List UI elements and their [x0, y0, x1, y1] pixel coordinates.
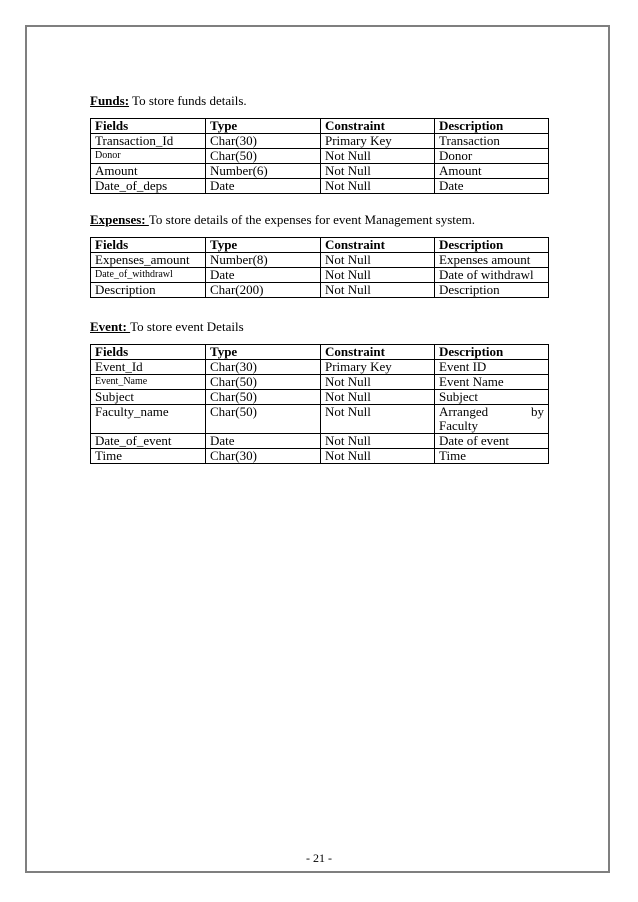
header-description: Description — [435, 345, 549, 360]
page-number: - 21 - — [306, 851, 332, 865]
cell-type: Char(50) — [206, 149, 321, 164]
cell-description: Event Name — [435, 375, 549, 390]
expenses-title: Expenses: — [90, 212, 149, 227]
event-table — [90, 344, 549, 464]
cell-type: Date — [206, 179, 321, 194]
header-fields: Fields — [91, 119, 206, 134]
table-row — [91, 434, 549, 449]
expenses-description: To store details of the expenses for event Management system. — [148, 212, 476, 227]
funds-table — [90, 118, 549, 194]
funds-title: Funds: — [90, 93, 130, 108]
header-type: Type — [206, 345, 321, 360]
table-row — [91, 253, 549, 268]
cell-type: Char(50) — [206, 375, 321, 390]
cell-field: Transaction_Id — [91, 134, 206, 149]
table-row — [91, 390, 549, 405]
header-constraint: Constraint — [321, 345, 435, 360]
cell-description: Date of event — [435, 434, 549, 449]
cell-field: Expenses_amount — [91, 253, 206, 268]
cell-type: Char(50) — [206, 390, 321, 405]
header-constraint: Constraint — [321, 238, 435, 253]
cell-constraint: Not Null — [321, 405, 435, 434]
cell-constraint: Not Null — [321, 179, 435, 194]
event-title: Event: — [90, 319, 131, 334]
cell-type: Char(50) — [206, 405, 321, 434]
cell-constraint: Not Null — [321, 375, 435, 390]
cell-field: Amount — [91, 164, 206, 179]
table-header-row — [91, 238, 549, 253]
justified-line — [439, 405, 544, 419]
cell-constraint: Not Null — [321, 149, 435, 164]
cell-field: Date_of_withdrawl — [91, 268, 206, 283]
event-heading — [90, 319, 550, 335]
cell-description: Donor — [435, 149, 549, 164]
table-row — [91, 405, 549, 434]
cell-field: Event_Name — [91, 375, 206, 390]
cell-description: Description — [435, 283, 549, 298]
cell-description: Amount — [435, 164, 549, 179]
cell-type: Number(6) — [206, 164, 321, 179]
cell-type: Char(30) — [206, 449, 321, 464]
cell-constraint: Not Null — [321, 268, 435, 283]
desc-word: Arranged — [439, 404, 489, 419]
cell-constraint: Not Null — [321, 434, 435, 449]
table-row — [91, 164, 549, 179]
header-type: Type — [206, 119, 321, 134]
funds-heading — [90, 93, 550, 109]
cell-description: Transaction — [435, 134, 549, 149]
table-row — [91, 360, 549, 375]
cell-field: Date_of_deps — [91, 179, 206, 194]
cell-type: Char(30) — [206, 360, 321, 375]
cell-constraint: Not Null — [321, 449, 435, 464]
cell-field: Donor — [91, 149, 206, 164]
cell-description — [435, 405, 549, 434]
cell-constraint: Primary Key — [321, 134, 435, 149]
cell-type: Char(200) — [206, 283, 321, 298]
header-type: Type — [206, 238, 321, 253]
cell-description: Time — [435, 449, 549, 464]
cell-type: Char(30) — [206, 134, 321, 149]
cell-type: Date — [206, 268, 321, 283]
cell-field: Faculty_name — [91, 405, 206, 434]
cell-type: Date — [206, 434, 321, 449]
desc-word: Faculty — [439, 418, 478, 433]
table-header-row — [91, 345, 549, 360]
header-description: Description — [435, 119, 549, 134]
header-fields: Fields — [91, 345, 206, 360]
header-constraint: Constraint — [321, 119, 435, 134]
table-row — [91, 134, 549, 149]
cell-constraint: Not Null — [321, 283, 435, 298]
cell-description: Event ID — [435, 360, 549, 375]
table-row — [91, 179, 549, 194]
table-header-row — [91, 119, 549, 134]
table-row — [91, 449, 549, 464]
cell-constraint: Not Null — [321, 390, 435, 405]
event-section — [90, 319, 550, 464]
expenses-table — [90, 237, 549, 298]
cell-description: Subject — [435, 390, 549, 405]
funds-section — [90, 93, 550, 194]
header-fields: Fields — [91, 238, 206, 253]
table-row — [91, 283, 549, 298]
event-description: To store event Details — [130, 319, 244, 334]
cell-field: Event_Id — [91, 360, 206, 375]
table-row — [91, 375, 549, 390]
cell-description: Date — [435, 179, 549, 194]
cell-constraint: Primary Key — [321, 360, 435, 375]
desc-word: by — [531, 404, 544, 419]
expenses-section — [90, 212, 550, 298]
cell-type: Number(8) — [206, 253, 321, 268]
funds-description: To store funds details. — [129, 93, 247, 108]
cell-description: Date of withdrawl — [435, 268, 549, 283]
cell-description: Expenses amount — [435, 253, 549, 268]
cell-field: Date_of_event — [91, 434, 206, 449]
cell-constraint: Not Null — [321, 164, 435, 179]
table-row — [91, 149, 549, 164]
table-row — [91, 268, 549, 283]
cell-field: Time — [91, 449, 206, 464]
cell-field: Description — [91, 283, 206, 298]
expenses-heading — [90, 212, 550, 228]
cell-constraint: Not Null — [321, 253, 435, 268]
cell-field: Subject — [91, 390, 206, 405]
header-description: Description — [435, 238, 549, 253]
